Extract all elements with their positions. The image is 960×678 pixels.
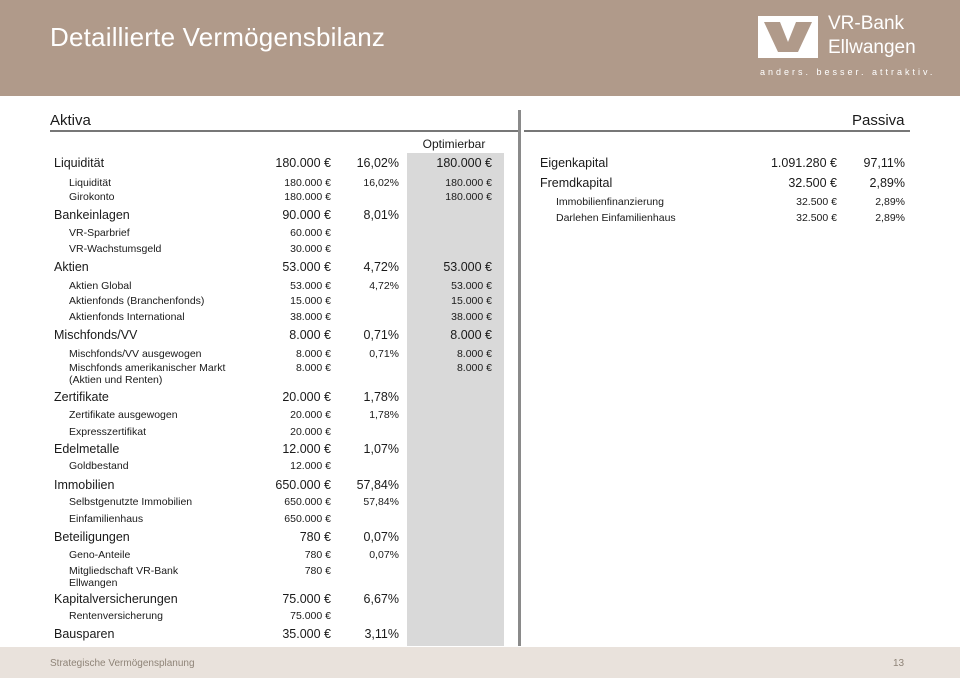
category-percent: 4,72% bbox=[363, 260, 399, 274]
category-amount: 8.000 € bbox=[289, 328, 331, 342]
category-percent: 0,71% bbox=[363, 328, 399, 342]
category-row bbox=[0, 260, 960, 275]
item-label: Selbstgenutzte Immobilien bbox=[69, 496, 193, 508]
category-row bbox=[0, 592, 960, 607]
header-banner bbox=[0, 0, 960, 96]
category-percent: 2,89% bbox=[869, 176, 905, 190]
category-amount: 75.000 € bbox=[282, 592, 331, 606]
vr-bank-logo-icon bbox=[758, 16, 818, 58]
item-optimierbar: 15.000 € bbox=[451, 295, 492, 307]
item-amount: 650.000 € bbox=[284, 496, 331, 508]
item-row bbox=[0, 496, 960, 511]
category-label: Fremdkapital bbox=[540, 176, 613, 190]
item-percent: 0,07% bbox=[369, 549, 399, 561]
footer-title: Strategische Vermögensplanung bbox=[50, 658, 195, 669]
item-row bbox=[0, 280, 960, 295]
category-amount: 12.000 € bbox=[282, 442, 331, 456]
item-percent: 57,84% bbox=[363, 496, 399, 508]
item-label: Zertifikate ausgewogen bbox=[69, 409, 178, 421]
category-row bbox=[0, 478, 960, 493]
item-amount: 180.000 € bbox=[284, 191, 331, 203]
logo-text-ellwangen: Ellwangen bbox=[828, 37, 916, 58]
item-percent: 16,02% bbox=[363, 177, 399, 189]
item-optimierbar: 180.000 € bbox=[445, 191, 492, 203]
item-amount: 12.000 € bbox=[290, 460, 331, 472]
item-label: Immobilienfinanzierung bbox=[556, 196, 664, 208]
category-amount: 90.000 € bbox=[282, 208, 331, 222]
item-label: VR-Sparbrief bbox=[69, 227, 130, 239]
item-label: VR-Wachstumsgeld bbox=[69, 243, 162, 255]
item-percent: 4,72% bbox=[369, 280, 399, 292]
category-label: Eigenkapital bbox=[540, 156, 609, 170]
category-row bbox=[0, 328, 960, 343]
item-amount: 32.500 € bbox=[796, 196, 837, 208]
item-amount: 15.000 € bbox=[290, 295, 331, 307]
category-percent: 8,01% bbox=[363, 208, 399, 222]
logo-tagline: anders. besser. attraktiv. bbox=[760, 67, 936, 77]
category-percent: 16,02% bbox=[356, 156, 399, 170]
category-row bbox=[0, 442, 960, 457]
item-optimierbar: 53.000 € bbox=[451, 280, 492, 292]
item-label: Aktien Global bbox=[69, 280, 132, 292]
optimierbar-header: Optimierbar bbox=[422, 137, 486, 151]
item-optimierbar: 8.000 € bbox=[456, 362, 492, 374]
item-label: Liquidität bbox=[69, 177, 112, 189]
page-title: Detaillierte Vermögensbilanz bbox=[50, 22, 386, 52]
category-percent: 3,11% bbox=[364, 627, 399, 641]
item-percent: 2,89% bbox=[875, 212, 905, 224]
footer bbox=[0, 647, 960, 678]
item-row bbox=[0, 295, 960, 310]
category-label: Bausparen bbox=[54, 627, 115, 641]
category-amount: 20.000 € bbox=[282, 390, 331, 404]
category-row bbox=[0, 176, 960, 191]
item-row bbox=[0, 460, 960, 475]
item-row bbox=[0, 513, 960, 528]
category-label: Zertifikate bbox=[54, 390, 109, 404]
item-label-line2: (Aktien und Renten) bbox=[69, 374, 163, 386]
item-amount: 75.000 € bbox=[290, 610, 331, 622]
item-amount: 780 € bbox=[304, 549, 331, 561]
category-percent: 97,11% bbox=[863, 156, 905, 170]
item-row bbox=[0, 196, 960, 211]
item-row bbox=[0, 212, 960, 227]
category-row bbox=[0, 627, 960, 642]
item-row bbox=[0, 311, 960, 326]
category-percent: 0,07% bbox=[363, 530, 399, 544]
item-percent: 1,78% bbox=[369, 409, 399, 421]
category-amount: 180.000 € bbox=[275, 156, 331, 170]
item-amount: 38.000 € bbox=[290, 311, 331, 323]
item-label: Einfamilienhaus bbox=[69, 513, 144, 525]
item-label: Geno-Anteile bbox=[69, 549, 131, 561]
category-amount: 32.500 € bbox=[788, 176, 837, 190]
category-amount: 53.000 € bbox=[282, 260, 331, 274]
item-amount: 32.500 € bbox=[796, 212, 837, 224]
category-label: Liquidität bbox=[54, 156, 105, 170]
item-percent: 2,89% bbox=[875, 196, 905, 208]
item-row bbox=[0, 565, 960, 589]
category-label: Kapitalversicherungen bbox=[54, 592, 178, 606]
item-row bbox=[0, 243, 960, 258]
item-row bbox=[0, 426, 960, 441]
item-label: Rentenversicherung bbox=[69, 610, 163, 622]
category-row bbox=[0, 530, 960, 545]
item-label: Goldbestand bbox=[69, 460, 129, 472]
item-label: Aktienfonds International bbox=[69, 311, 185, 323]
category-optimierbar: 180.000 € bbox=[436, 156, 492, 170]
item-amount: 20.000 € bbox=[290, 426, 331, 438]
item-row bbox=[0, 227, 960, 242]
item-row bbox=[0, 348, 960, 363]
item-label: Mischfonds/VV ausgewogen bbox=[69, 348, 202, 360]
category-amount: 35.000 € bbox=[282, 627, 331, 641]
item-amount: 650.000 € bbox=[284, 513, 331, 525]
item-amount: 60.000 € bbox=[290, 227, 331, 239]
item-row bbox=[0, 549, 960, 564]
category-percent: 57,84% bbox=[356, 478, 399, 492]
aktiva-title: Aktiva bbox=[50, 112, 91, 129]
category-percent: 6,67% bbox=[363, 592, 399, 606]
item-label: Mischfonds amerikanischer Markt bbox=[69, 362, 226, 374]
item-optimierbar: 180.000 € bbox=[445, 177, 492, 189]
category-label: Bankeinlagen bbox=[54, 208, 130, 222]
category-percent: 1,07% bbox=[363, 442, 399, 456]
category-row bbox=[0, 390, 960, 405]
category-optimierbar: 8.000 € bbox=[450, 328, 492, 342]
item-optimierbar: 8.000 € bbox=[456, 348, 492, 360]
item-label: Girokonto bbox=[69, 191, 115, 203]
category-label: Edelmetalle bbox=[54, 442, 120, 456]
category-amount: 780 € bbox=[299, 530, 331, 544]
item-amount: 30.000 € bbox=[290, 243, 331, 255]
passiva-divider bbox=[524, 130, 910, 132]
item-percent: 0,71% bbox=[369, 348, 399, 360]
aktiva-divider bbox=[50, 130, 518, 132]
category-percent: 1,78% bbox=[363, 390, 399, 404]
category-label: Beteiligungen bbox=[54, 530, 130, 544]
item-label: Darlehen Einfamilienhaus bbox=[556, 212, 676, 224]
category-label: Mischfonds/VV bbox=[54, 328, 138, 342]
item-row bbox=[0, 409, 960, 424]
item-amount: 53.000 € bbox=[290, 280, 331, 292]
item-amount: 8.000 € bbox=[295, 362, 331, 374]
category-row bbox=[0, 156, 960, 171]
item-row bbox=[0, 610, 960, 625]
item-label: Aktienfonds (Branchenfonds) bbox=[69, 295, 205, 307]
category-amount: 650.000 € bbox=[275, 478, 331, 492]
item-amount: 20.000 € bbox=[290, 409, 331, 421]
page-number: 13 bbox=[893, 658, 905, 669]
category-optimierbar: 53.000 € bbox=[443, 260, 492, 274]
item-label: Mitgliedschaft VR-Bank bbox=[69, 565, 179, 577]
item-amount: 780 € bbox=[304, 565, 331, 577]
item-amount: 180.000 € bbox=[284, 177, 331, 189]
category-label: Immobilien bbox=[54, 478, 115, 492]
item-optimierbar: 38.000 € bbox=[451, 311, 492, 323]
logo-text-vr-bank: VR-Bank bbox=[828, 13, 905, 34]
item-amount: 8.000 € bbox=[295, 348, 331, 360]
item-label-line2: Ellwangen bbox=[69, 577, 118, 589]
item-row bbox=[0, 362, 960, 386]
category-label: Aktien bbox=[54, 260, 89, 274]
category-amount: 1.091.280 € bbox=[770, 156, 837, 170]
passiva-title: Passiva bbox=[852, 112, 905, 129]
item-label: Expresszertifikat bbox=[69, 426, 147, 438]
